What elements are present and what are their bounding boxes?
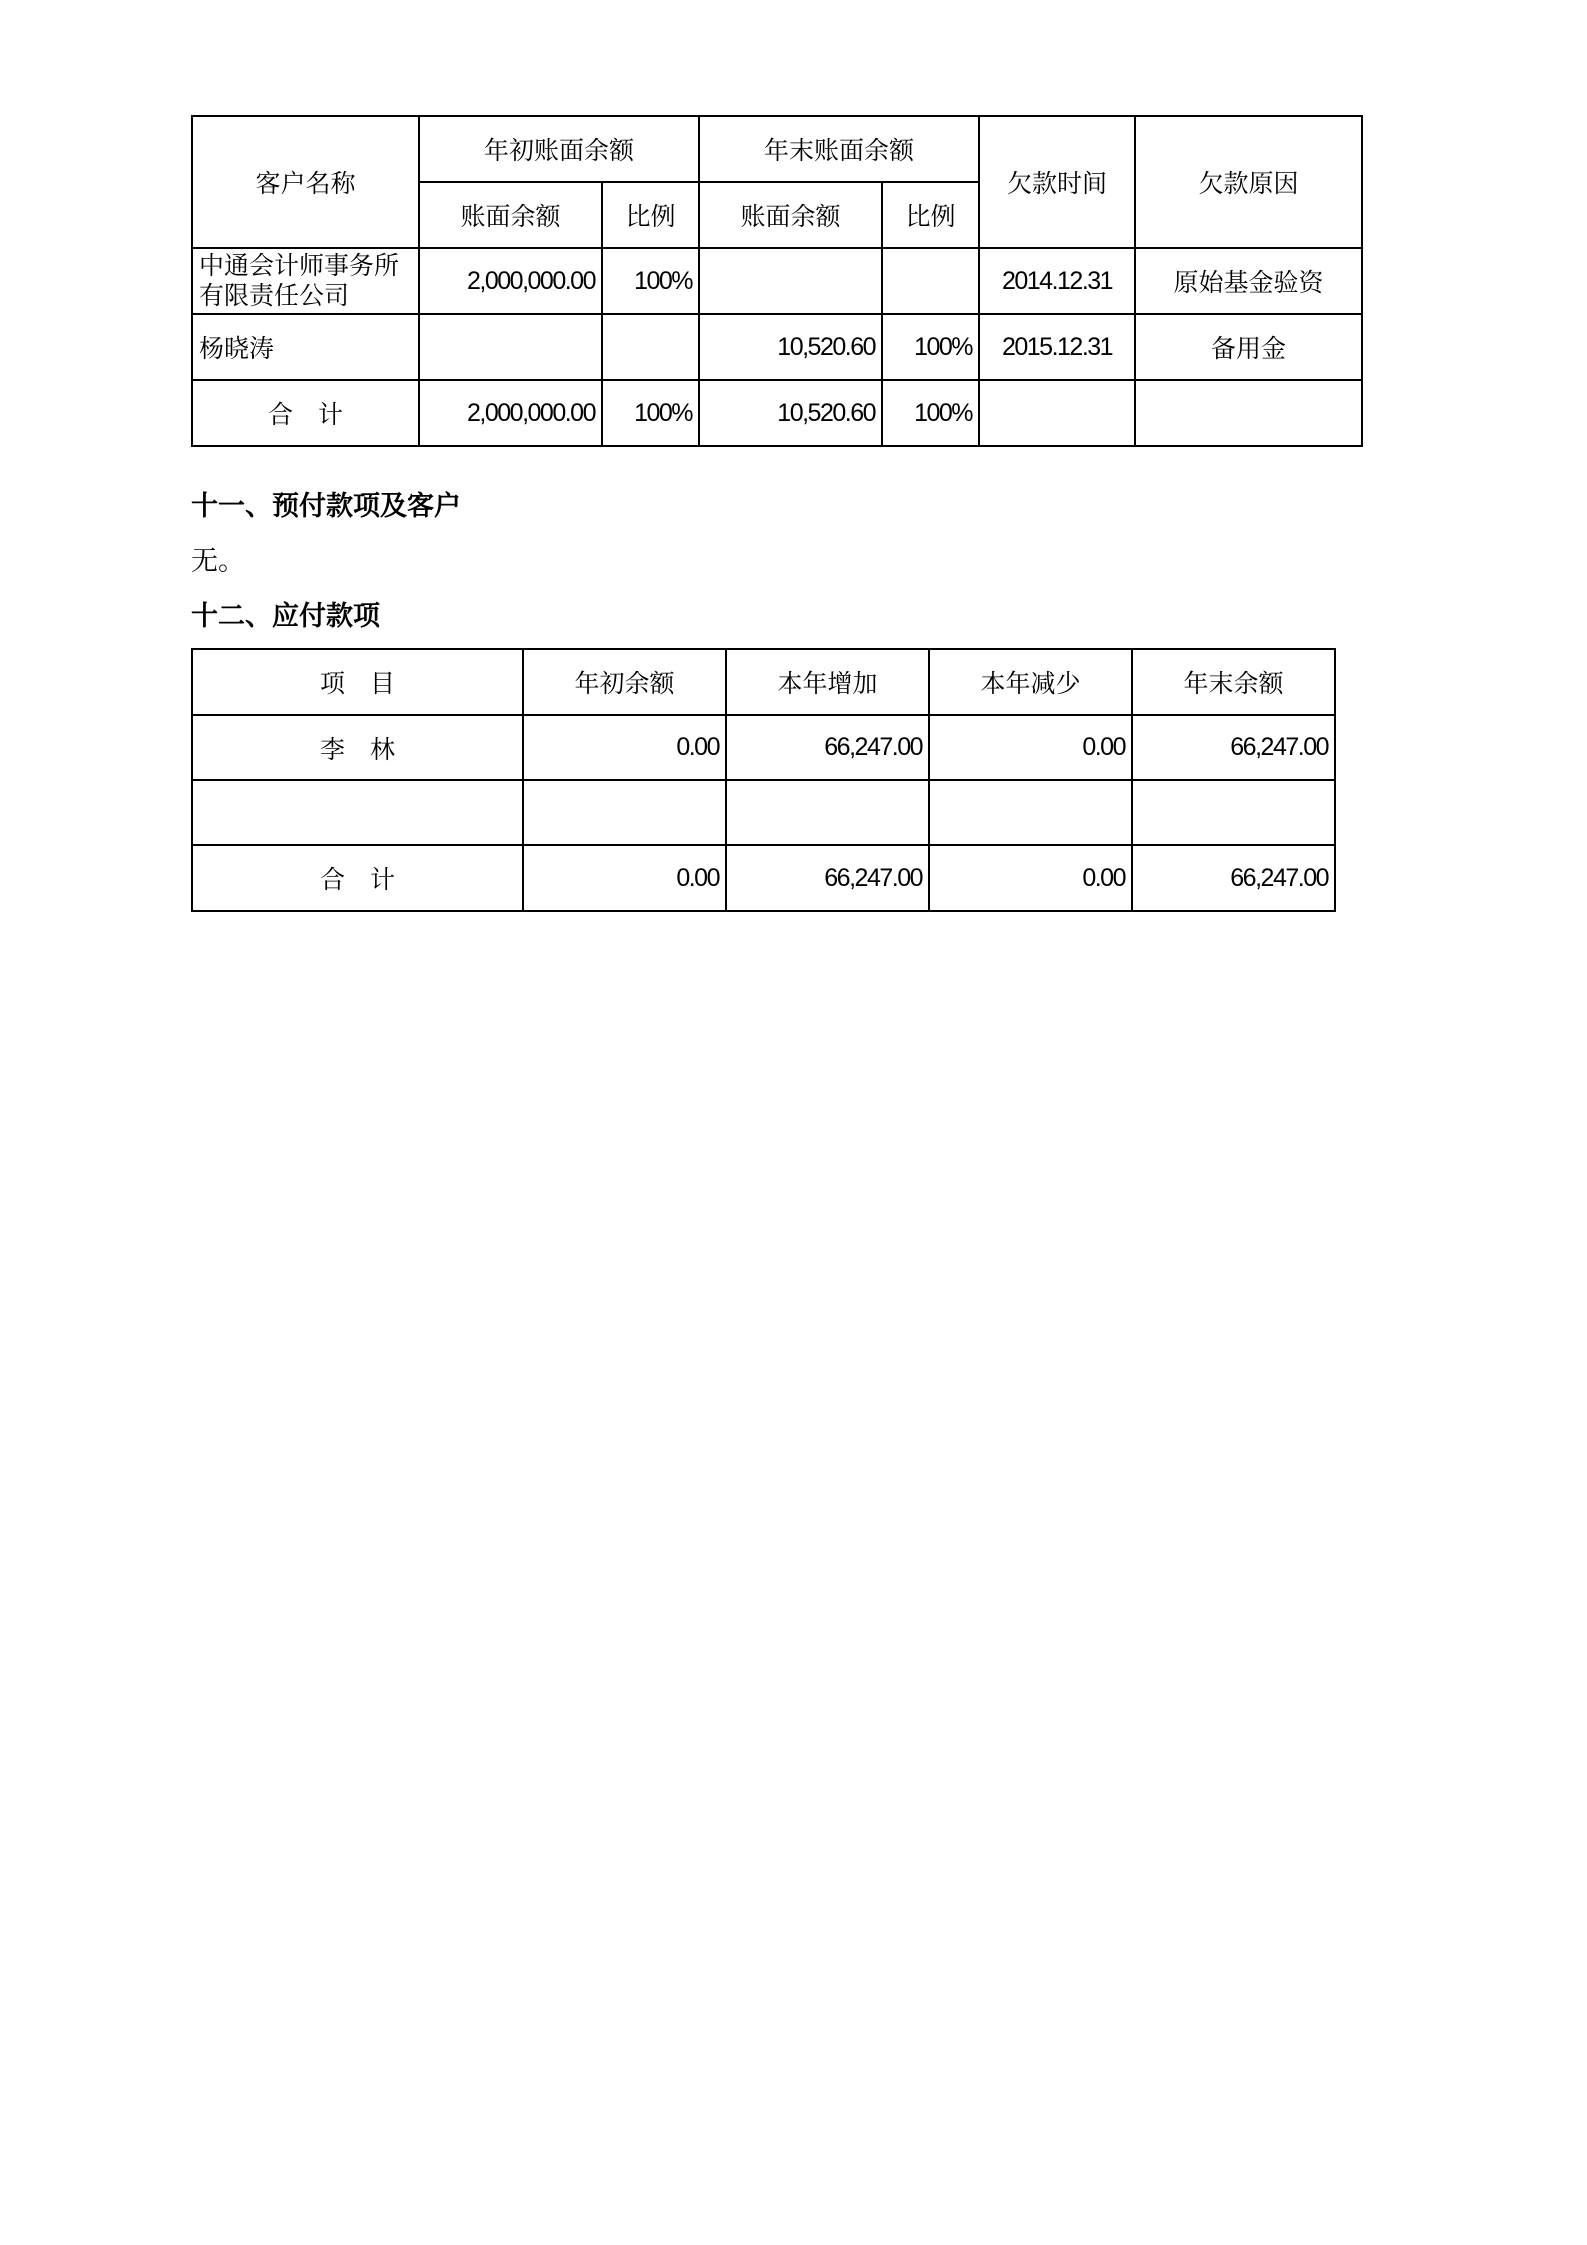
header-end-ratio: 比例	[882, 182, 979, 248]
end-cell: 66,247.00	[1132, 715, 1335, 780]
end-cell	[1132, 780, 1335, 845]
header-start: 年初余额	[523, 649, 726, 715]
section-11-title: 十一、预付款项及客户	[191, 491, 461, 522]
header-decrease: 本年减少	[929, 649, 1132, 715]
header-start-book-balance: 账面余额	[419, 182, 602, 248]
end-balance-cell: 10,520.60	[699, 314, 882, 380]
item-cell	[192, 780, 523, 845]
header-end-balance-group: 年末账面余额	[699, 116, 979, 182]
start-cell: 0.00	[523, 715, 726, 780]
header-increase: 本年增加	[726, 649, 929, 715]
section-11-body: 无。	[191, 546, 245, 577]
end-balance-cell	[699, 248, 882, 314]
total-decrease: 0.00	[929, 845, 1132, 911]
total-start-balance: 2,000,000.00	[419, 380, 602, 446]
end-ratio-cell: 100%	[882, 314, 979, 380]
header-start-balance-group: 年初账面余额	[419, 116, 699, 182]
start-cell	[523, 780, 726, 845]
customer-name-cell: 中通会计师事务所有限责任公司	[192, 248, 419, 314]
total-debt-time	[979, 380, 1135, 446]
table-row	[192, 314, 1362, 380]
start-balance-cell: 2,000,000.00	[419, 248, 602, 314]
decrease-cell: 0.00	[929, 715, 1132, 780]
increase-cell: 66,247.00	[726, 715, 929, 780]
customer-name-cell: 杨晓涛	[192, 314, 419, 380]
item-cell: 李 林	[192, 715, 523, 780]
header-debt-reason: 欠款原因	[1135, 116, 1362, 248]
total-row	[192, 380, 1362, 446]
increase-cell	[726, 780, 929, 845]
header-customer-name: 客户名称	[192, 116, 419, 248]
total-end-balance: 10,520.60	[699, 380, 882, 446]
start-ratio-cell: 100%	[602, 248, 699, 314]
total-end: 66,247.00	[1132, 845, 1335, 911]
total-label: 合 计	[192, 380, 419, 446]
total-label: 合 计	[192, 845, 523, 911]
total-start: 0.00	[523, 845, 726, 911]
total-debt-reason	[1135, 380, 1362, 446]
start-ratio-cell	[602, 314, 699, 380]
section-12-title: 十二、应付款项	[191, 601, 380, 632]
header-item: 项 目	[192, 649, 523, 715]
total-end-ratio: 100%	[882, 380, 979, 446]
header-debt-time: 欠款时间	[979, 116, 1135, 248]
payables-table	[191, 648, 1336, 912]
end-ratio-cell	[882, 248, 979, 314]
header-end: 年末余额	[1132, 649, 1335, 715]
table-row	[192, 780, 1335, 845]
debt-reason-cell: 原始基金验资	[1135, 248, 1362, 314]
debt-reason-cell: 备用金	[1135, 314, 1362, 380]
customer-balance-table	[191, 115, 1363, 447]
total-start-ratio: 100%	[602, 380, 699, 446]
total-row	[192, 845, 1335, 911]
table-row	[192, 715, 1335, 780]
debt-time-cell: 2015.12.31	[979, 314, 1135, 380]
debt-time-cell: 2014.12.31	[979, 248, 1135, 314]
header-end-book-balance: 账面余额	[699, 182, 882, 248]
start-balance-cell	[419, 314, 602, 380]
total-increase: 66,247.00	[726, 845, 929, 911]
header-start-ratio: 比例	[602, 182, 699, 248]
decrease-cell	[929, 780, 1132, 845]
table-row	[192, 248, 1362, 314]
